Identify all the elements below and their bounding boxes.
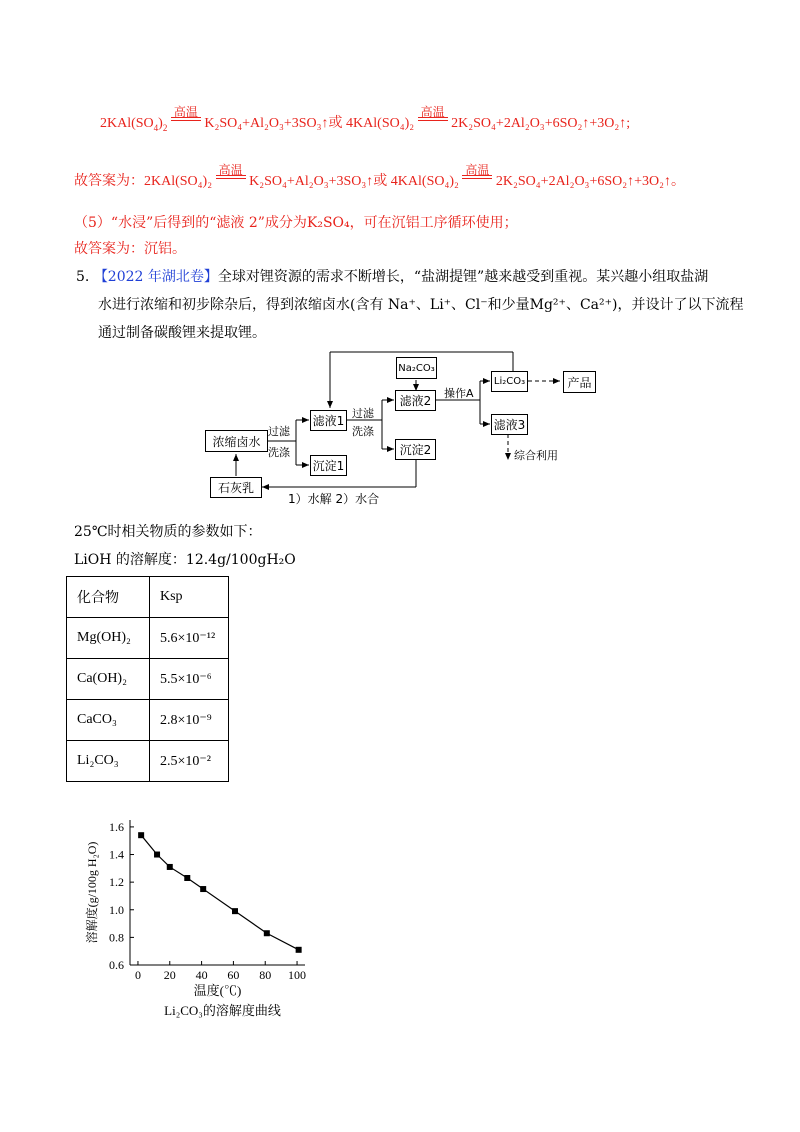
y-tick-label: 1.4 — [109, 847, 124, 862]
x-tick-label: 80 — [259, 968, 272, 982]
data-point — [200, 886, 206, 892]
ksp-cell: 2.5×10⁻² — [150, 741, 229, 782]
compound-cell: Mg(OH)₂ — [67, 618, 150, 659]
table-header-row — [67, 577, 229, 618]
data-point — [184, 875, 190, 881]
y-tick-label: 1.0 — [109, 902, 124, 917]
eq1-reactant: $2KAl(SO_4)_2$ — [100, 116, 168, 133]
box-filtrate3: 滤液3 — [491, 414, 528, 435]
ksp-cell: 5.5×10⁻⁶ — [150, 659, 229, 700]
data-point — [154, 852, 160, 858]
series-line — [141, 835, 298, 950]
ksp-table — [66, 576, 229, 782]
answer5-line2: 故答案为：沉铝。 — [74, 241, 186, 257]
data-point — [232, 908, 238, 914]
header-ksp: Ksp — [150, 577, 229, 618]
label-hydrolysis: 1）水解 2）水合 — [288, 492, 380, 506]
eq1-products-2: 2K₂SO₄+2Al₂O₃+6SO₂↑+3O₂↑; — [451, 116, 631, 131]
eq2-condition-arrow: 高温 — [216, 175, 246, 189]
y-tick-label: 1.6 — [109, 819, 124, 834]
box-lime-milk: 石灰乳 — [210, 477, 262, 498]
data-point — [264, 930, 270, 936]
x-tick-label: 20 — [163, 968, 176, 982]
table-row — [67, 659, 229, 700]
eq2-products-1: K₂SO₄+Al₂O₃+3SO₃↑或 4KAl(SO₄)₂ — [249, 174, 459, 189]
label-wash-1: 洗涤 — [268, 446, 290, 459]
table-row — [67, 700, 229, 741]
x-tick-label: 0 — [134, 968, 141, 982]
eq1-products-1: K₂SO₄+Al₂O₃+3SO₃↑或 4KAl(SO₄)₂ — [204, 116, 415, 131]
question5-line3: 通过制备碳酸锂来提取锂。 — [98, 325, 266, 341]
eq2-prefix: 故答案为：2KAl(SO₄)₂ — [74, 174, 213, 189]
y-tick-label: 0.6 — [109, 958, 124, 972]
compound-cell: CaCO₃ — [67, 700, 150, 741]
data-point — [138, 832, 144, 838]
data-point — [296, 947, 302, 953]
question-number: 5. — [76, 269, 90, 285]
source-tag: 【2022 年湖北卷】 — [93, 269, 218, 285]
y-tick-label: 0.8 — [109, 930, 124, 945]
x-tick-label: 40 — [195, 968, 208, 982]
eq2-condition-arrow-2: 高温 — [462, 175, 492, 189]
box-precip2: 沉淀2 — [395, 439, 436, 460]
eq1-condition-arrow: 高温 — [171, 117, 201, 131]
flow-diagram — [0, 0, 800, 520]
compound-cell: Ca(OH)₂ — [67, 659, 150, 700]
eq1-condition-arrow-2: 高温 — [418, 117, 448, 131]
box-product: 产品 — [563, 371, 596, 393]
label-wash-2: 洗涤 — [352, 425, 374, 438]
y-axis-label: 溶解度(g/100g H₂O) — [85, 841, 99, 944]
label-reuse: 综合利用 — [514, 449, 558, 462]
x-tick-label: 100 — [288, 968, 307, 982]
data-point — [167, 864, 173, 870]
chart-title: Li₂CO₃的溶解度曲线 — [164, 1003, 281, 1018]
chart-svg — [80, 810, 320, 1030]
ksp-cell: 2.8×10⁻⁹ — [150, 700, 229, 741]
table-row — [67, 618, 229, 659]
box-precip1: 沉淀1 — [310, 455, 347, 476]
header-compound: 化合物 — [67, 577, 150, 618]
box-li2co3: Li₂CO₃ — [491, 371, 528, 392]
box-na2co3: Na₂CO₃ — [396, 357, 437, 379]
answer5-line1: （5）“水浸”后得到的“滤液 2”成分为K₂SO₄，可在沉铝工序循环使用； — [74, 215, 518, 231]
compound-cell: Li₂CO₃ — [67, 741, 150, 782]
box-filtrate1: 滤液1 — [310, 410, 347, 431]
table-row — [67, 741, 229, 782]
ksp-cell: 5.6×10⁻¹² — [150, 618, 229, 659]
params-intro: 25℃时相关物质的参数如下： — [74, 524, 262, 540]
x-tick-label: 60 — [227, 968, 240, 982]
label-filter-2: 过滤 — [352, 407, 374, 420]
solubility-chart — [80, 810, 320, 1034]
box-concentrated-brine: 浓缩卤水 — [205, 430, 268, 452]
y-tick-label: 1.2 — [109, 875, 124, 890]
eq2-products-2: 2K₂SO₄+2Al₂O₃+6SO₂↑+3O₂↑。 — [495, 174, 686, 189]
label-operation-a: 操作A — [444, 387, 474, 400]
lioh-solubility: LiOH 的溶解度：12.4g/100gH₂O — [74, 552, 296, 568]
box-filtrate2: 滤液2 — [395, 390, 436, 411]
x-axis-label: 温度(℃) — [193, 983, 242, 998]
question5-line2: 水进行浓缩和初步除杂后，得到浓缩卤水(含有 Na⁺、Li⁺、Cl⁻和少量Mg²⁺、Ca²⁺)，并设计了以下流程 — [98, 297, 744, 313]
question-text-1: 全球对锂资源的需求不断增长，“盐湖提锂”越来越受到重视。某兴趣小组取盐湖 — [217, 269, 709, 285]
label-filter-1: 过滤 — [268, 425, 290, 438]
